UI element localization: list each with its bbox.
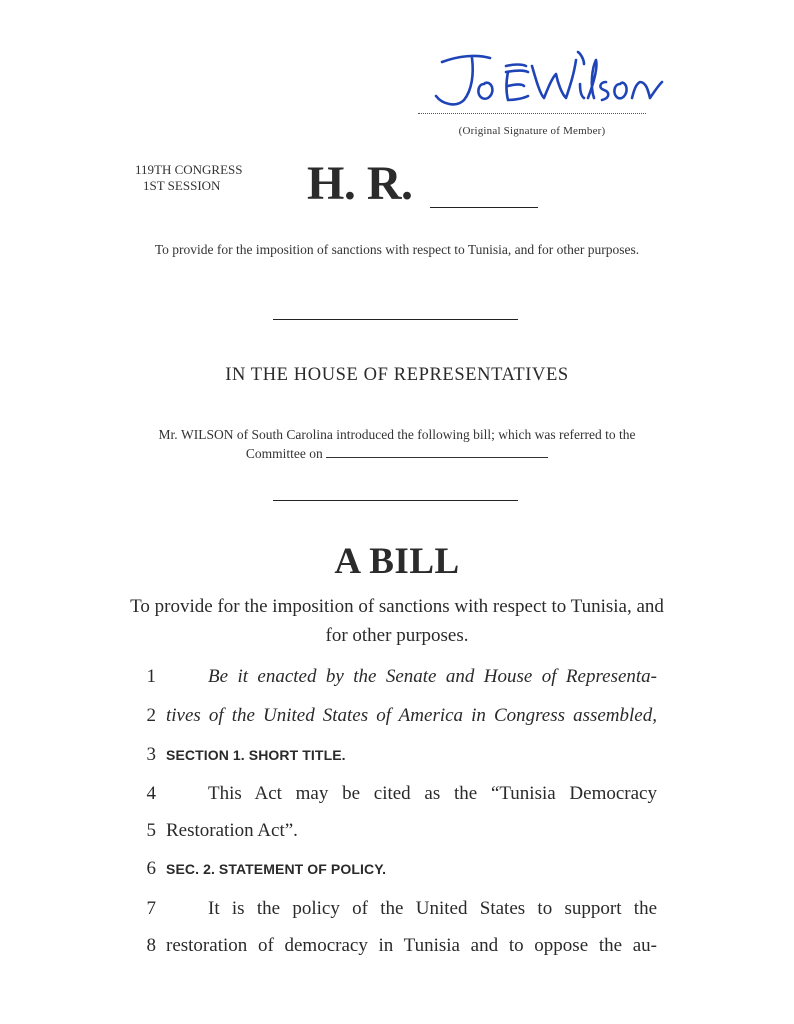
signature-caption: (Original Signature of Member) xyxy=(458,125,606,137)
bill-line: It is the policy of the United States to support the xyxy=(208,898,657,919)
divider-rule xyxy=(273,500,518,501)
line-number: 7 xyxy=(146,898,156,919)
member-prefix: Mr. xyxy=(158,427,178,442)
section-heading: SEC. 2. STATEMENT OF POLICY. xyxy=(166,861,387,877)
line-number: 4 xyxy=(146,783,156,804)
line-number: 6 xyxy=(146,858,156,879)
bill-line: tives of the United States of America in Congress assembled, xyxy=(166,705,657,726)
bill-line: restoration of democracy in Tunisia and to oppose the au- xyxy=(166,935,657,956)
house-heading: IN THE HOUSE OF REPRESENTATIVES xyxy=(225,365,569,385)
handwritten-signature xyxy=(428,38,668,118)
line-number: 5 xyxy=(146,820,156,841)
section-heading: SECTION 1. SHORT TITLE. xyxy=(166,747,346,763)
line-number: 8 xyxy=(146,935,156,956)
line-number: 1 xyxy=(146,666,156,687)
bill-line: This Act may be cited as the “Tunisia Democracy xyxy=(208,783,657,804)
short-purpose: To provide for the imposition of sanctions with respect to Tunisia, and for other purposes. xyxy=(154,242,640,257)
session-number: 1ST SESSION xyxy=(143,178,221,193)
a-bill-heading: A BILL xyxy=(334,541,460,582)
member-name: WILSON xyxy=(181,427,234,442)
committee-blank xyxy=(326,447,548,458)
signature-line xyxy=(418,113,646,114)
introduction-statement xyxy=(150,425,644,463)
divider-rule xyxy=(273,319,518,320)
long-title: To provide for the imposition of sanctions with respect to Tunisia, and for other purposes. xyxy=(130,596,664,646)
bill-type-title: H. R. xyxy=(307,157,413,210)
bill-number-blank xyxy=(430,207,538,208)
bill-line: Restoration Act”. xyxy=(166,820,298,841)
congress-session-block xyxy=(135,162,285,194)
line-number: 3 xyxy=(146,744,156,765)
bill-line: Be it enacted by the Senate and House of Representa- xyxy=(208,666,657,687)
congress-number: 119TH CONGRESS xyxy=(135,162,243,177)
introduction-text: of South Carolina introduced the following bill; which was referred to the Committee on xyxy=(236,427,636,461)
line-number: 2 xyxy=(146,705,156,726)
